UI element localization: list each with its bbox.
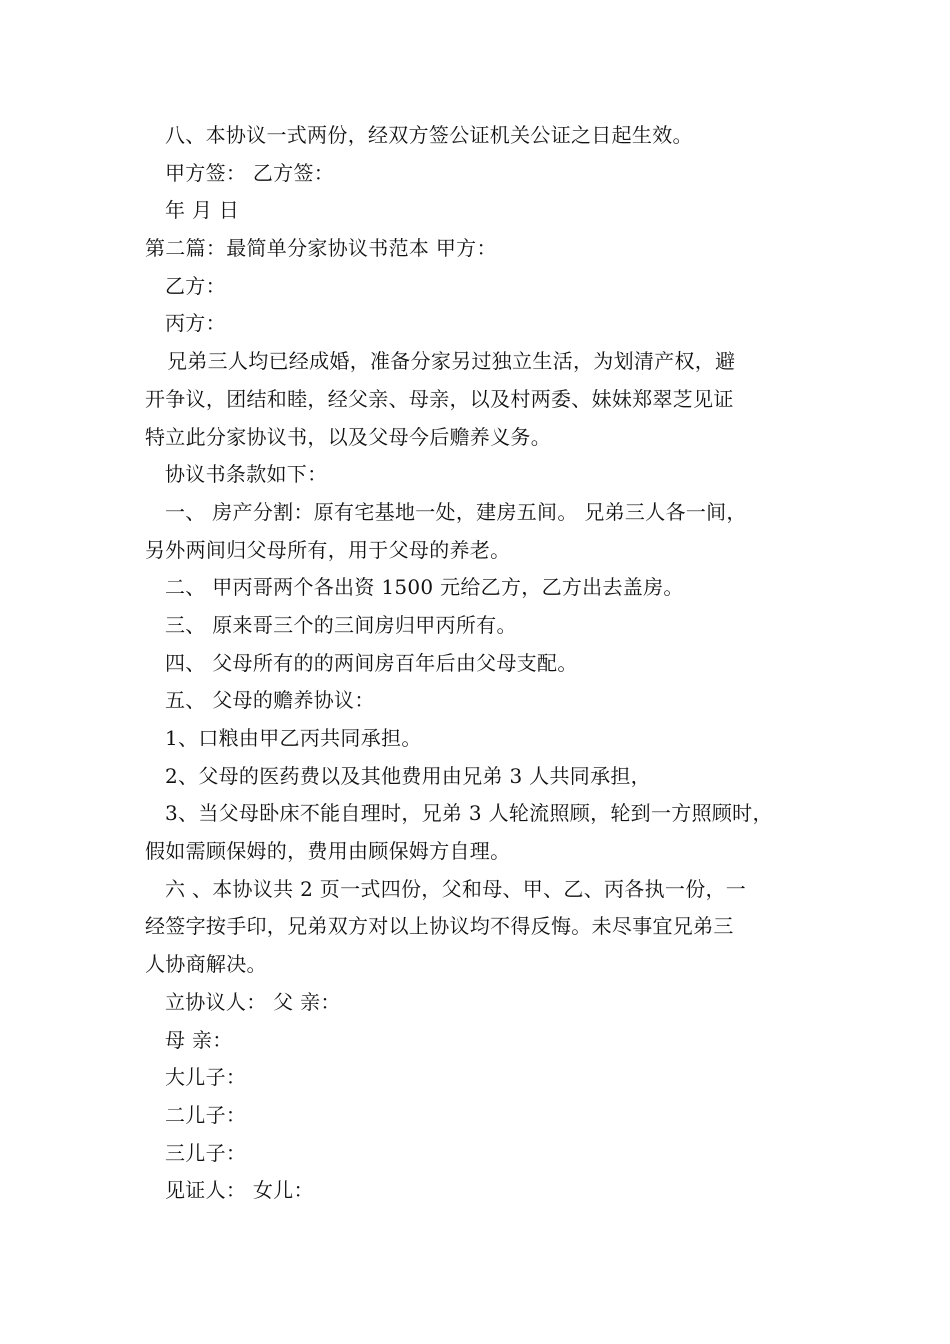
clause-five-line: 五、 父母的赡养协议：: [165, 688, 375, 713]
clause-three-line: 三、 原来哥三个的三间房归甲丙所有。: [165, 612, 517, 637]
party-b-line: 乙方：: [165, 273, 226, 298]
intro-paragraph-line-1: 兄弟三人均已经成婚，准备分家另过独立生活，为划清产权，避: [167, 349, 736, 374]
mother-signature-line: 母 亲：: [165, 1027, 233, 1052]
clause-eight-line: 八、本协议一式两份，经双方签公证机关公证之日起生效。: [165, 123, 693, 147]
support-item-3-line-2: 假如需顾保姆的，费用由顾保姆方自理。: [145, 839, 511, 864]
support-item-2: 2、父母的医药费以及其他费用由兄弟 3 人共同承担，: [165, 763, 651, 788]
support-item-3-line-1: 3、当父母卧床不能自理时，兄弟 3 人轮流照顾，轮到一方照顾时，: [165, 801, 773, 826]
third-son-signature-line: 三儿子：: [165, 1140, 247, 1165]
support-item-1: 1、口粮由甲乙丙共同承担。: [165, 726, 422, 750]
witness-signature-line: 见证人： 女儿：: [165, 1178, 314, 1203]
clause-one-line-1: 一、 房产分割：原有宅基地一处，建房五间。 兄弟三人各一间，: [165, 499, 747, 524]
intro-paragraph-line-2: 开争议，团结和睦，经父亲、母亲，以及村两委、妹妹郑翠芝见证: [145, 386, 734, 411]
clause-four-line: 四、 父母所有的的两间房百年后由父母支配。: [165, 650, 578, 675]
party-signature-line: 甲方签： 乙方签：: [165, 160, 335, 185]
clause-two-line: 二、 甲丙哥两个各出资 1500 元给乙方，乙方出去盖房。: [165, 575, 684, 600]
terms-heading: 协议书条款如下：: [165, 462, 328, 487]
date-line: 年 月 日: [165, 198, 240, 223]
clause-six-line-1: 六 、本协议共 2 页一式四份，父和母、甲、乙、丙各执一份，一: [165, 876, 747, 901]
signatory-line: 立协议人： 父 亲：: [165, 989, 341, 1014]
clause-six-line-2: 经签字按手印，兄弟双方对以上协议均不得反悔。未尽事宜兄弟三: [145, 914, 734, 939]
clause-one-line-2: 另外两间归父母所有，用于父母的养老。: [145, 537, 511, 562]
second-son-signature-line: 二儿子：: [165, 1102, 247, 1127]
party-c-line: 丙方：: [165, 311, 226, 336]
section-heading: 第二篇：最简单分家协议书范本 甲方：: [145, 236, 497, 261]
clause-six-line-3: 人协商解决。: [145, 952, 267, 977]
eldest-son-signature-line: 大儿子：: [165, 1065, 247, 1090]
document-body: [145, 117, 815, 1210]
intro-paragraph-line-3: 特立此分家协议书，以及父母今后赡养义务。: [145, 424, 551, 449]
